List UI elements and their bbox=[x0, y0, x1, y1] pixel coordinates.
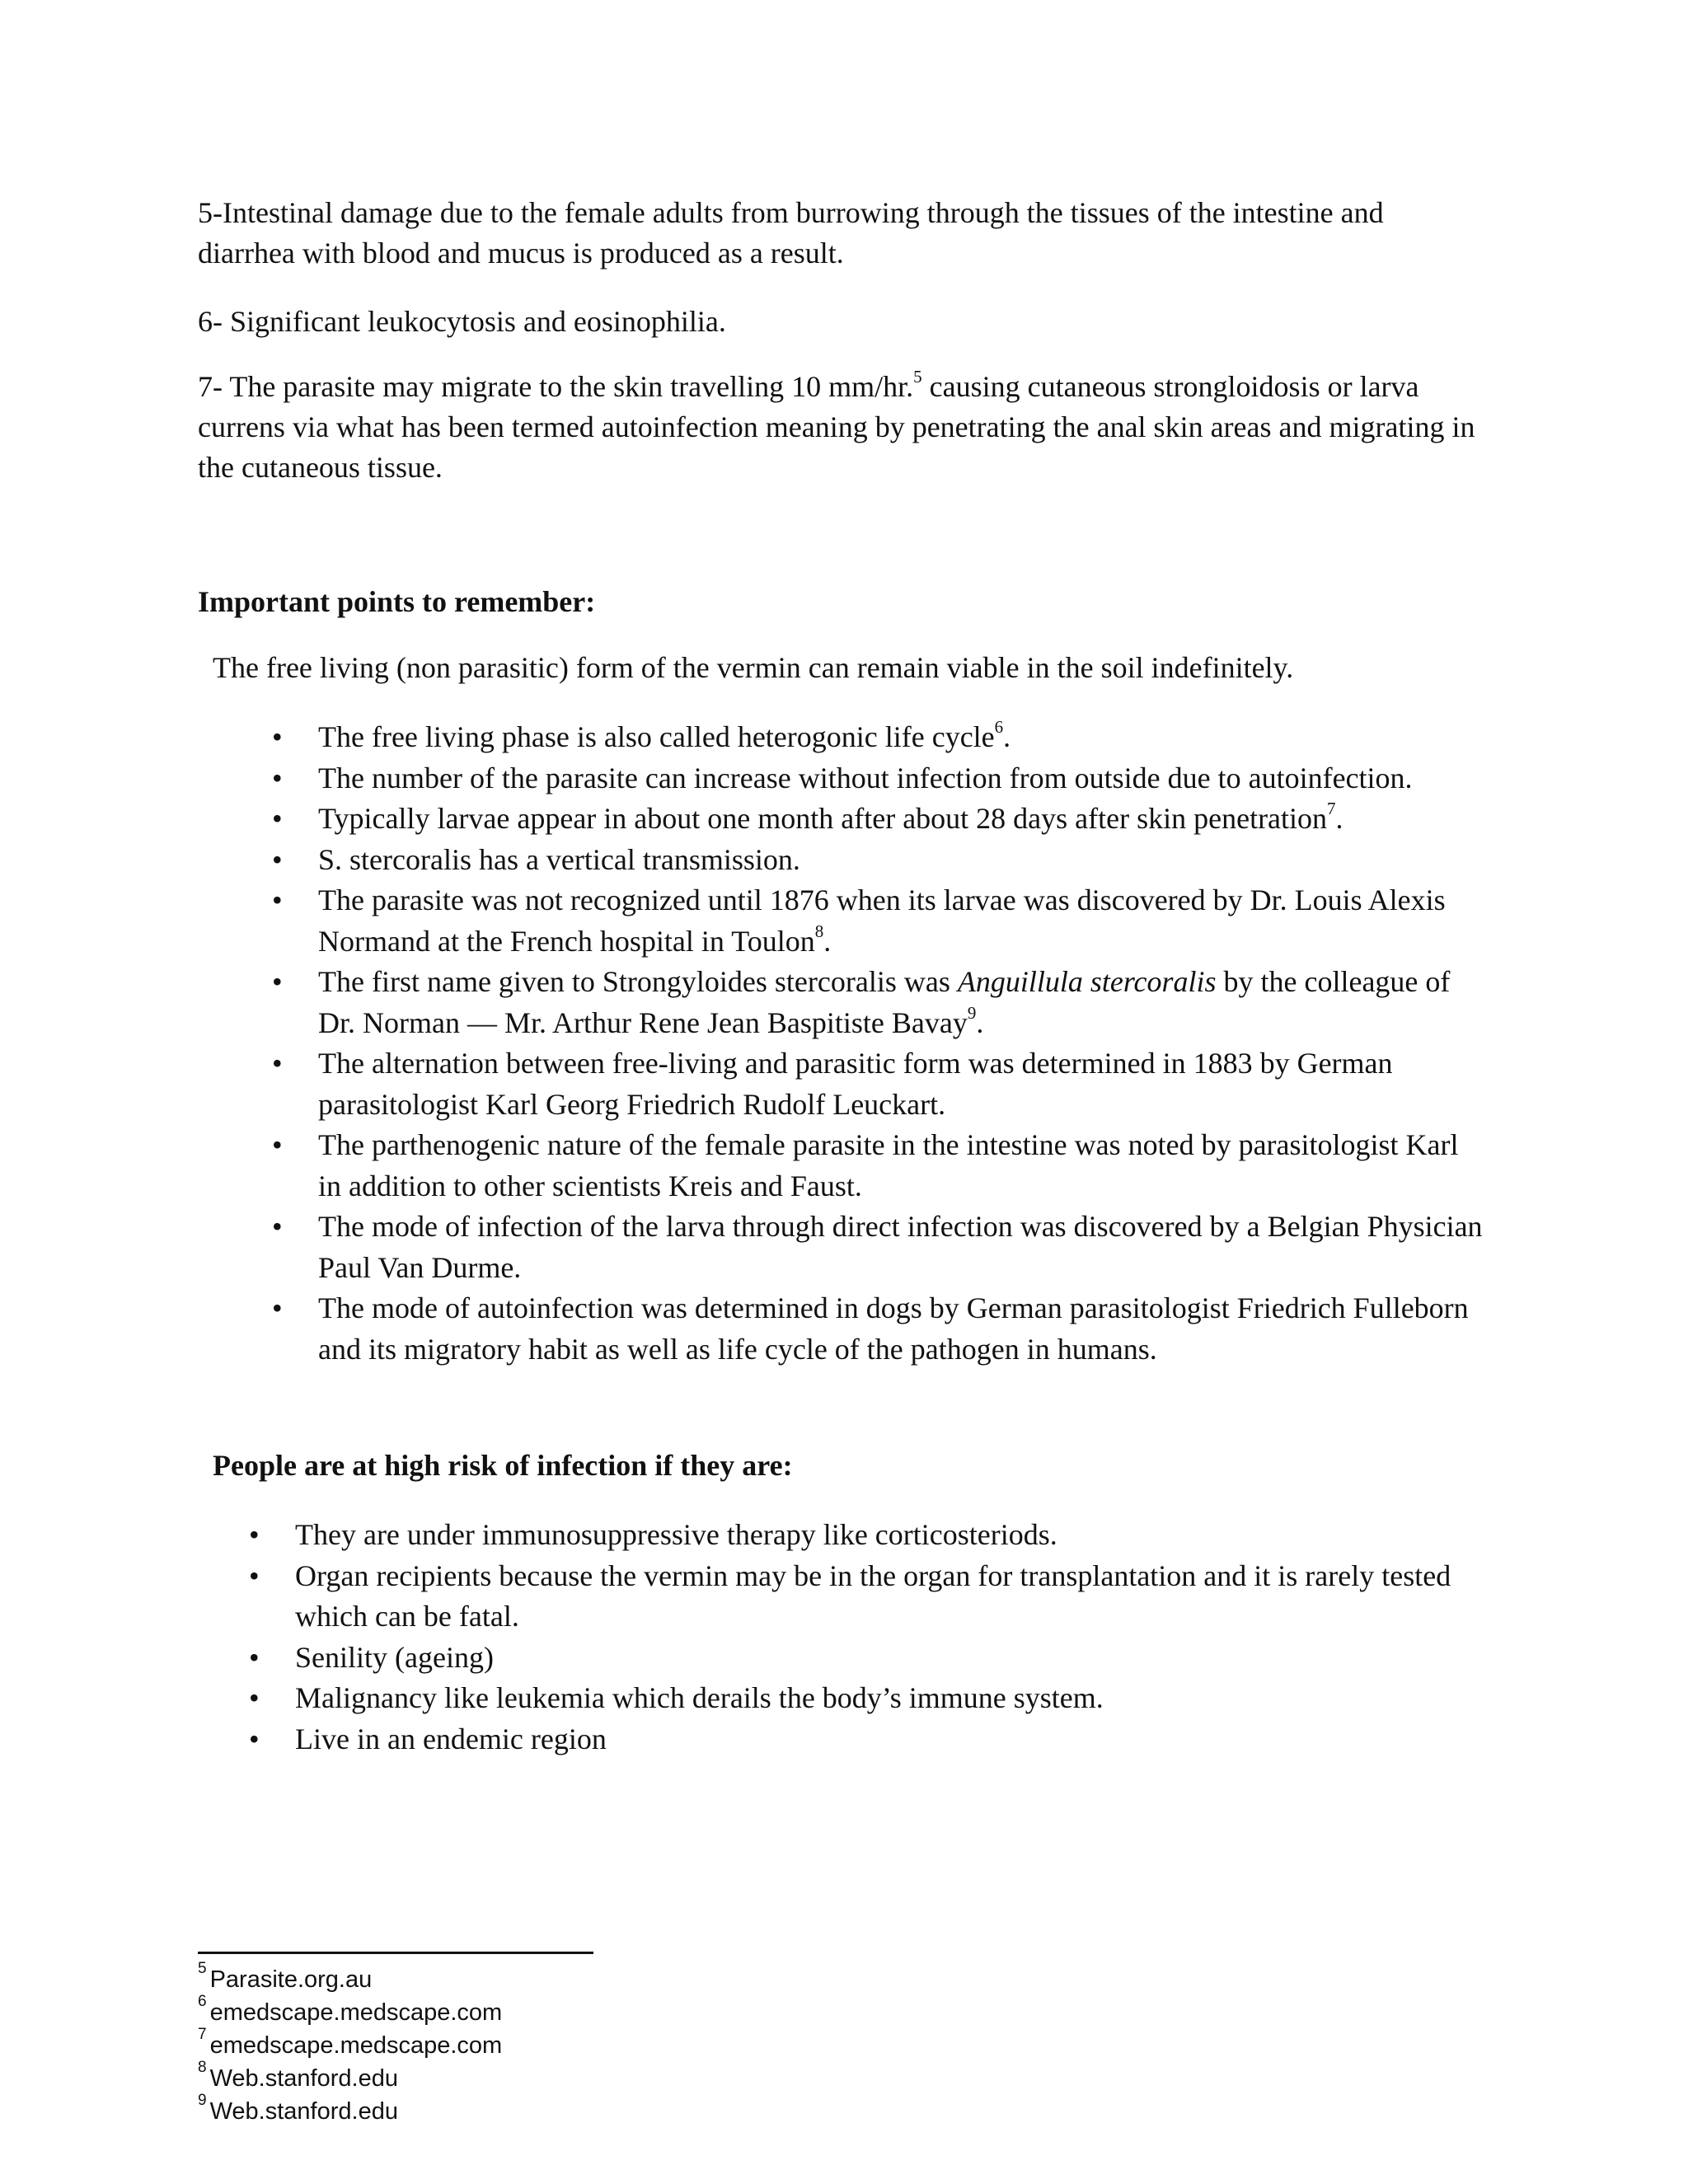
bullet-icon: • bbox=[272, 1210, 283, 1243]
item-7-text-continued: causing cutaneous strongloidosis or larva currens via what has been termed autoinfection meaning by penetrating the anal skin areas and migrating in the cutaneous tissue. bbox=[198, 370, 1475, 484]
list-item: • Senility (ageing) bbox=[295, 1638, 1490, 1679]
footnote-ref-6: 6 bbox=[994, 717, 1004, 737]
bullet-icon: • bbox=[249, 1558, 260, 1592]
item-7-paragraph bbox=[198, 367, 1484, 488]
list-item: • The mode of autoinfection was determined in dogs by German parasitologist Friedrich Fulleborn and its migratory habit as well as life cycle of the pathogen in humans. bbox=[318, 1288, 1489, 1370]
footnote-6: $^6$ emedscape.medscape.com bbox=[198, 1993, 503, 2026]
list-item: • They are under immunosuppressive therapy like corticosteriods. bbox=[295, 1515, 1490, 1556]
high-risk-list bbox=[249, 1515, 1490, 1760]
important-points-heading: Important points to remember: bbox=[198, 585, 596, 618]
bullet-icon: • bbox=[249, 1681, 260, 1714]
list-item: • S. stercoralis has a vertical transmission. bbox=[318, 840, 1489, 881]
list-item: • Malignancy like leukemia which derails the body’s immune system. bbox=[295, 1678, 1490, 1719]
footnote-ref-9: 9 bbox=[967, 1002, 977, 1023]
item-7-text: 7- The parasite may migrate to the skin travelling 10 mm/hr. bbox=[198, 370, 914, 403]
list-item: • Typically larvae appear in about one month after about 28 days after skin penetration$^7$. bbox=[318, 799, 1489, 840]
list-item: • Live in an endemic region bbox=[295, 1719, 1490, 1760]
bullet-icon: • bbox=[272, 761, 283, 794]
list-item: • The parthenogenic nature of the female parasite in the intestine was noted by parasitologist Karl in addition to other scientists Kreis and Faust. bbox=[318, 1125, 1489, 1207]
item-5-paragraph: 5-Intestinal damage due to the female adults from burrowing through the tissues of the intestine and diarrhea with blood and mucus is produced as a result. bbox=[198, 196, 1384, 269]
list-item: • The free living phase is also called heterogonic life cycle$^6$. bbox=[318, 717, 1489, 758]
footnotes bbox=[198, 1960, 503, 2128]
bullet-icon: • bbox=[272, 1128, 283, 1161]
footnote-7: $^7$ emedscape.medscape.com bbox=[198, 2026, 503, 2059]
list-item: • Organ recipients because the vermin may be in the organ for transplantation and it is rarely tested which can be fatal. bbox=[295, 1556, 1490, 1638]
item-6-paragraph: 6- Significant leukocytosis and eosinophilia. bbox=[198, 305, 726, 338]
bullet-icon: • bbox=[249, 1518, 260, 1551]
important-intro: The free living (non parasitic) form of the vermin can remain viable in the soil indefinitely. bbox=[213, 651, 1294, 684]
list-item: • The mode of infection of the larva through direct infection was discovered by a Belgian Physician Paul Van Durme. bbox=[318, 1207, 1489, 1288]
italic-species-name: Anguillula stercoralis bbox=[957, 965, 1217, 998]
high-risk-heading: People are at high risk of infection if they are: bbox=[213, 1449, 793, 1482]
bullet-icon: • bbox=[272, 802, 283, 835]
footnote-9: $^9$ Web.stanford.edu bbox=[198, 2092, 398, 2125]
footnote-5: $^5$ Parasite.org.au bbox=[198, 1960, 373, 1993]
bullet-icon: • bbox=[272, 1047, 283, 1080]
footnote-ref-7: 7 bbox=[1327, 799, 1336, 818]
footnote-separator bbox=[198, 1952, 593, 1954]
bullet-icon: • bbox=[272, 720, 283, 753]
footnote-ref-5: 5 bbox=[913, 367, 922, 387]
bullet-icon: • bbox=[272, 883, 283, 916]
list-item: • The parasite was not recognized until 1876 when its larvae was discovered by Dr. Louis Alexis Normand at the French hospital in Toulon$^8$. bbox=[318, 880, 1489, 962]
bullet-icon: • bbox=[249, 1722, 260, 1755]
bullet-icon: • bbox=[272, 842, 283, 876]
list-item: • The number of the parasite can increase without infection from outside due to autoinfection. bbox=[318, 758, 1489, 799]
list-item: • The alternation between free-living and parasitic form was determined in 1883 by German parasitologist Karl Georg Friedrich Rudolf Leuckart. bbox=[318, 1043, 1489, 1125]
bullet-icon: • bbox=[272, 1291, 283, 1324]
important-points-list bbox=[272, 717, 1489, 1370]
bullet-icon: • bbox=[272, 965, 283, 998]
footnote-ref-8: 8 bbox=[814, 921, 824, 941]
list-item: • The first name given to Strongyloides stercoralis was Anguillula stercoralis by the colleague of Dr. Norman — Mr. Arthur Rene Jean Baspitiste Bavay$^9$. bbox=[318, 962, 1489, 1043]
bullet-icon: • bbox=[249, 1640, 260, 1674]
footnote-8: $^8$ Web.stanford.edu bbox=[198, 2059, 398, 2092]
